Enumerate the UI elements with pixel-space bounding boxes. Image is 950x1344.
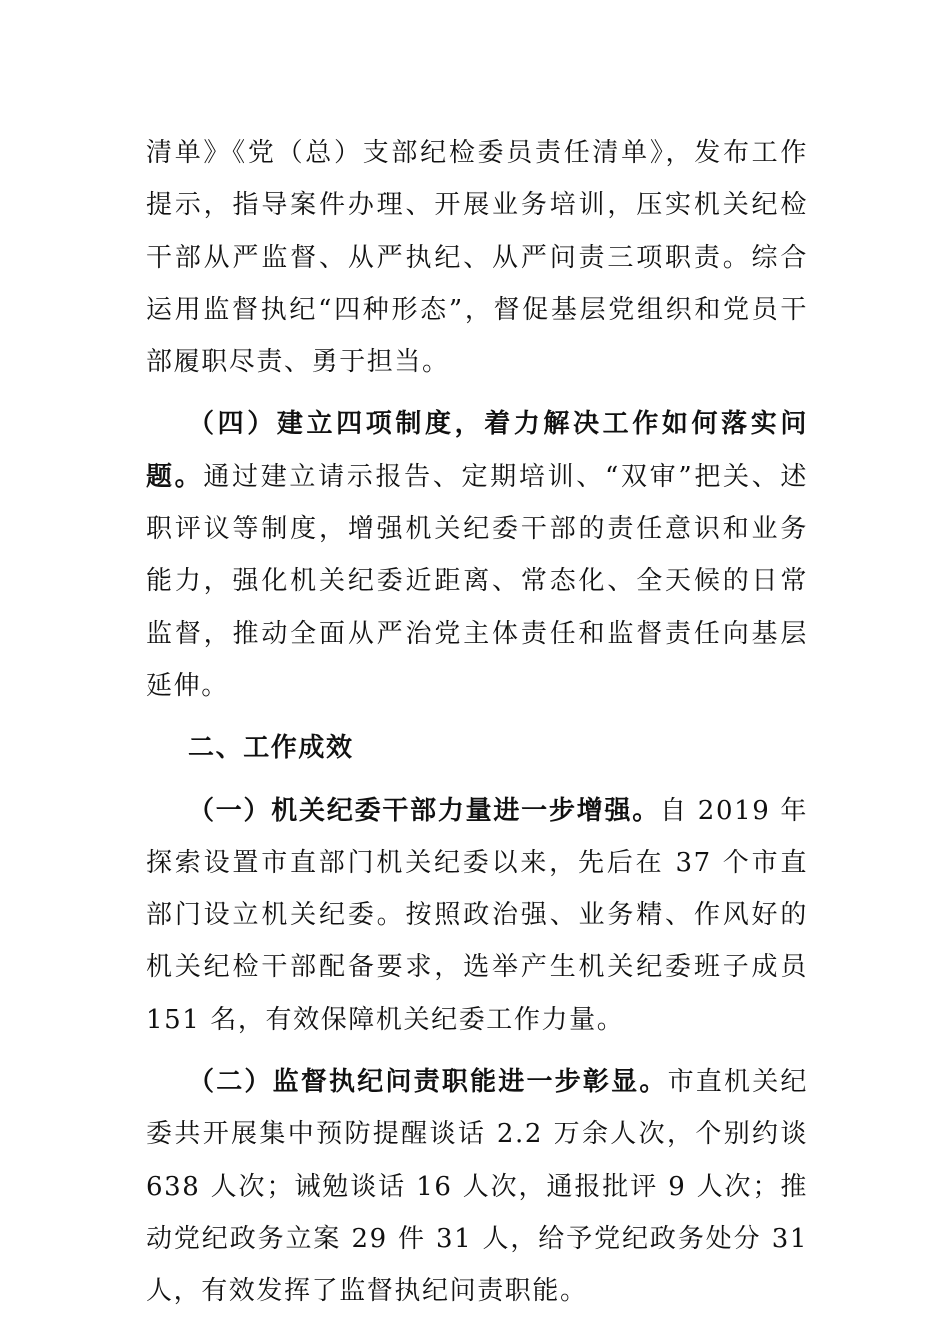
paragraph-lead: （四）建立四项制度，着力解决工作如何落实问题。	[146, 409, 808, 492]
paragraph-text: 通过建立请示报告、定期培训、“双审”把关、述职评议等制度，增强机关纪委干部的责任意识和业务能力，强化机关纪委近距离、常态化、全天候的日常监督，推动全面从严治党主体责任和监督责任向基层延伸。	[146, 461, 808, 701]
paragraph-result-one	[146, 785, 808, 1046]
paragraph-lead: （二）监督执纪问责职能进一步彰显。	[188, 1067, 668, 1098]
document-page	[146, 127, 808, 1318]
paragraph-result-two	[146, 1056, 808, 1317]
paragraph-text: 市直机关纪委共开展集中预防提醒谈话 2.2 万余人次，个别约谈 638 人次；诫勉谈话 16 人次，通报批评 9 人次；推动党纪政务立案 29 件 31 人，给予党纪政务处分 31 人，有效发挥了监督执纪问责职能。	[146, 1067, 808, 1307]
paragraph-continuation	[146, 127, 808, 388]
paragraph-text: 清单》《党（总）支部纪检委员责任清单》，发布工作提示，指导案件办理、开展业务培训，压实机关纪检干部从严监督、从严执纪、从严问责三项职责。综合运用监督执纪“四种形态”，督促基层党组织和党员干部履职尽责、勇于担当。	[146, 138, 808, 378]
paragraph-lead: （一）机关纪委干部力量进一步增强。	[188, 795, 661, 826]
section-heading: 二、工作成效	[188, 733, 354, 764]
paragraph-text: 自 2019 年探索设置市直部门机关纪委以来，先后在 37 个市直部门设立机关纪委。按照政治强、业务精、作风好的机关纪检干部配备要求，选举产生机关纪委班子成员 151 名，有效保障机关纪委工作力量。	[146, 795, 809, 1035]
paragraph-measure-four	[146, 398, 808, 712]
